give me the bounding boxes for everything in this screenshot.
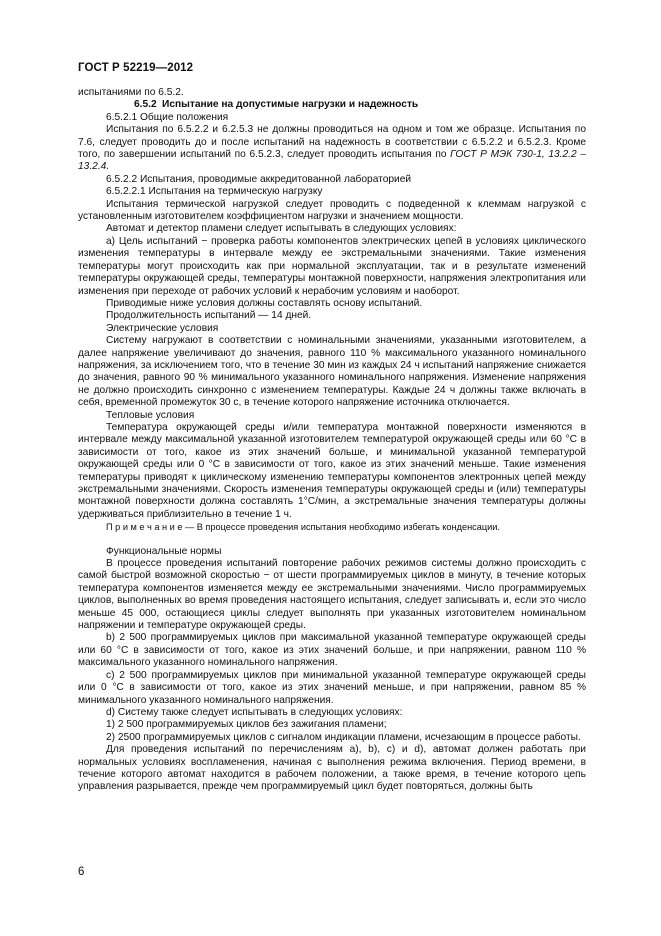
list-item-c: с) 2 500 программируемых циклов при минимальной указанной температуре окружающей среды или 0 °С в зависимости от того, какое из этих значений меньше, и при напряжении, равном 85 % минимального указанного номинального напряжения.	[78, 669, 586, 706]
spacer	[78, 534, 586, 546]
page-number: 6	[78, 866, 85, 878]
section-title: Испытание на допустимые нагрузки и надежность	[162, 99, 419, 111]
paragraph: Приводимые ниже условия должны составлять основу испытаний.	[106, 297, 423, 309]
paragraph	[78, 124, 586, 174]
subsection-heading: 6.5.2.2.1 Испытания на термическую нагрузку	[106, 186, 323, 198]
subheading: Функциональные нормы	[106, 545, 222, 557]
standard-reference: ГОСТ Р МЭК 730-1, 13.2.2 – 13.2.4.	[78, 149, 586, 173]
subheading: Тепловые условия	[106, 409, 195, 421]
document-header: ГОСТ Р 52219—2012	[78, 62, 194, 74]
note: П р и м е ч а н и е — В процессе проведения испытания необходимо избегать конденсации.	[106, 522, 500, 533]
subheading: Электрические условия	[106, 322, 219, 334]
section-number: 6.5.2	[134, 99, 157, 111]
paragraph: Испытания термической нагрузкой следует проводить с подведенной к клеммам нагрузкой с установленным изготовителем коэффициентом нагрузки и значением мощности.	[78, 198, 586, 223]
list-item-d1: 1) 2 500 программируемых циклов без зажигания пламени;	[106, 719, 387, 731]
list-item-b: b) 2 500 программируемых циклов при максимальной указанной температуре окружающей среды или 60 °С в зависимости от того, какое из этих значений больше, и при напряжении, равном 110 % максимального указанного номинального напряжения.	[78, 632, 586, 669]
paragraph-text: Испытания по 6.5.2.2 и 6.2.5.3 не должны проводиться на одном и том же образце. Испытания по 7.6, следует проводить до и после испытаний на надежность в соответствии с 6.5.2.2 и 6.5.2.3. Кроме того, по завершении испытаний по 6.5.2.3, следует проводить испытания по	[78, 124, 586, 161]
section-heading	[78, 99, 586, 111]
list-item-d: d) Систему также следует испытывать в следующих условиях:	[106, 706, 403, 718]
paragraph: Автомат и детектор пламени следует испытывать в следующих условиях:	[106, 223, 457, 235]
paragraph: Систему нагружают в соответствии с номинальными значениями, указанными изготовителем, а далее напряжение увеличивают до значения, равного 110 % максимального указанного номинального напряжения, за исключением того, что в течение 30 мин из каждых 24 ч испытаний напряжение снижается до значения, равного 90 % минимального указанного номинального напряжения. Изменение напряжения не должно происходить синхронно с изменением температуры. Каждые 24 ч должны также включать в себя, временной промежуток 30 с, в течение которого напряжение источника отключается.	[78, 335, 586, 409]
paragraph: испытаниями по 6.5.2.	[78, 87, 184, 98]
subsection-heading: 6.5.2.1 Общие положения	[106, 111, 229, 123]
list-item-a: а) Цель испытаний − проверка работы компонентов электрических цепей в условиях циклического изменения температуры в интервале между ее экстремальными значениями. Такие изменения температуры могут происходить как при нормальной эксплуатации, так и в результате изменений температуры окружающей среды, температуры монтажной поверхности, напряжения электропитания или изменения при переходе от рабочих условий к нерабочим условиям и наоборот.	[78, 235, 586, 297]
list-item-d2: 2) 2500 программируемых циклов с сигналом индикации пламени, исчезающим в процессе работы.	[106, 731, 581, 743]
paragraph: Температура окружающей среды и/или температура монтажной поверхности изменяются в интервале между максимальной указанной изготовителем температурой окружающей среды или 60 °С в зависимости от того, какое из этих значений больше, и минимальной указанной температурой окружающей среды или 0 °С в зависимости от того, какое из этих значений меньше. Такие изменения температуры приводят к циклическому изменению температуры компонентов электронных цепей между экстремальными значениями. Скорость изменения температуры окружающей среды и (или) температуры монтажной поверхности должна составлять 1°С/мин, а экстремальные значения температуры должны удерживаться приблизительно в течение 1 ч.	[78, 421, 586, 520]
subsection-heading: 6.5.2.2 Испытания, проводимые аккредитованной лабораторией	[106, 173, 412, 185]
paragraph: Продолжительность испытаний — 14 дней.	[106, 310, 312, 322]
paragraph: Для проведения испытаний по перечислениям а), b), с) и d), автомат должен работать при нормальных условиях воспламенения, начиная с выполнения режима включения. Период времени, в течение которого автомат находится в рабочем положении, а также время, в течение которого цепь управления разрывается, прежде чем программируемый цикл будет повторяться, должны быть	[78, 744, 586, 793]
document-body	[78, 87, 586, 794]
paragraph: В процессе проведения испытаний повторение рабочих режимов системы должно происходить с самой быстрой возможной скоростью − от шести программируемых циклов в минуту, в течение которых температура компонентов изменяется между ее экстремальными значениями. Число программируемых циклов, выполненных во время проведения настоящего испытания, следует записывать и, если это число меньше 45 000, остающиеся циклы следует выполнять при указанных изготовителем номинальном напряжении и температуре окружающей среды.	[78, 558, 586, 632]
